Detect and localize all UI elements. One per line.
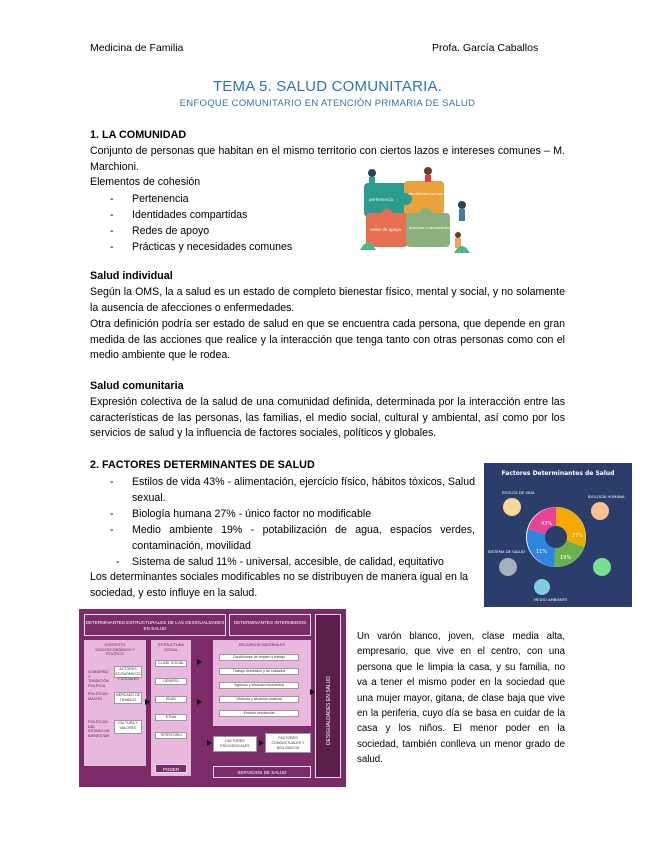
list-item: - Estilos de vida 43% - alimentación, ejercicio físico, hábitos tóxicos, Salud sexual.	[110, 476, 475, 504]
community-definition: Conjunto de personas que habitan en el mismo territorio con ciertos lazos e intereses comunes – M. Marchioni.	[90, 145, 565, 173]
social-determinants-diagram	[79, 609, 346, 787]
material-resources-panel	[213, 640, 311, 726]
factor-label: BIOLOGÍA HUMANA	[588, 494, 625, 499]
individual-health-heading: Salud individual	[90, 270, 173, 282]
factor-label: MEDIO AMBIENTE	[534, 597, 568, 602]
cohesion-label: Elementos de cohesión	[90, 176, 201, 188]
resource-item: Condiciones de empleo y trabajo	[219, 654, 299, 661]
pct-label: 43%	[541, 521, 553, 527]
psychosocial-factors: FACTORES PSICOSOCIALES	[213, 736, 257, 752]
community-health-heading: Salud comunitaria	[90, 380, 184, 392]
factor-label: SISTEMA DE SALUD	[488, 549, 525, 554]
context-item: MERCADO DE TRABAJO	[115, 693, 141, 702]
list-item: - Redes de apoyo	[110, 225, 210, 237]
pct-label: 19%	[560, 555, 572, 561]
header-left: Medicina de Familia	[90, 42, 184, 54]
behavioural-factors: FACTORES CONDUCTUALES Y BIOLÓGICOS	[265, 733, 311, 753]
structure-item: GÉNERO	[155, 678, 187, 685]
section-1-heading: 1. LA COMUNIDAD	[90, 129, 187, 141]
puzzle-label: redes de apoyo	[370, 227, 401, 232]
section-2-heading: 2. FACTORES DETERMINANTES DE SALUD	[90, 459, 315, 471]
arrow-icon	[259, 740, 264, 746]
structural-determinants-title: DETERMINANTES ESTRUCTURALES DE LAS DESIGUALDADES EN SALUD	[84, 614, 226, 636]
page-subtitle: ENFOQUE COMUNITARIO EN ATENCIÓN PRIMARIA DE SALUD	[179, 98, 476, 109]
cohesion-list	[110, 191, 292, 255]
structure-title: ESTRUCTURA SOCIAL	[158, 643, 184, 652]
determinants-closing: Los determinantes sociales modificables no se distribuyen de manera igual en la sociedad, y esto influye en la salud.	[90, 571, 469, 599]
list-item: - Identidades compartidas	[110, 209, 248, 221]
list-item: - Pertenencia	[110, 193, 189, 205]
puzzle-label: prácticas y necesidades comunes	[409, 226, 467, 230]
community-puzzle-illustration	[358, 165, 476, 255]
structure-item: ETNIA	[155, 714, 187, 721]
resource-item: Trabajo doméstico y de cuidados	[219, 668, 299, 675]
individual-health-p2: Otra definición podría ser estado de salud en que se encuentra cada persona, que depende en gran medida de las acciones que realice y la interacción que tenga tanto con otras personas como con el medio ambiente que le rodea.	[90, 318, 565, 361]
arrow-icon	[145, 699, 150, 705]
factor-label: ESTILOS DE VIDA	[502, 490, 535, 495]
puzzle-label: pertenencia	[369, 197, 393, 202]
context-item: GOBIERNO Y TRADICIÓN POLÍTICA	[88, 670, 109, 688]
puzzle-label: identidades compartidas	[408, 192, 453, 196]
list-item: - Biología humana 27% - único factor no modificable	[110, 508, 372, 520]
structure-item: TERRITORIO	[155, 732, 187, 739]
determinants-list	[110, 474, 475, 570]
context-item: POLÍTICAS DEL ESTADO DE BIENESTAR	[88, 720, 110, 738]
determinants-infographic	[484, 463, 632, 607]
context-item: ACTORES ECONÓMICOS Y SOCIALES	[115, 667, 141, 681]
individual-health-p1: Según la OMS, la a salud es un estado de completo bienestar físico, mental y social, y no solamente la ausencia de afecciones o enfermedades.	[90, 286, 565, 314]
intermediate-determinants-title: DETERMINANTES INTERMEDIOS	[229, 614, 311, 636]
list-item: - Sistema de salud 11% - universal, accesible, de calidad, equitativo	[116, 556, 444, 568]
resource-item: Ingresos y situación económica	[219, 682, 299, 689]
health-services: SERVICIOS DE SALUD	[213, 766, 311, 778]
example-paragraph: Un varón blanco, joven, clase media alta, empresario, que vive en el centro, con una persona que le limpia la casa, y su familia, no va a tener el mismo poder en la sociedad que una mujer mayor, gitana, de clase baja que vive en la periferia, cuyo día se basa en cuidar de la casa y los niños. El menor poder en la sociedad, también conlleva un menor grado de salud.	[357, 631, 565, 766]
context-panel	[84, 640, 146, 766]
community-health-text: Expresión colectiva de la salud de una comunidad definida, determinada por la interacción entre las características de las personas, las familias, el medio social, cultural y ambiental, así como por los servicios de salud y la influencia de factores sociales, políticos y globales.	[90, 396, 565, 439]
arrow-icon	[310, 689, 315, 695]
social-structure-panel	[151, 640, 191, 776]
resource-item: Vivienda y situación material	[219, 696, 299, 703]
pct-label: 27%	[572, 533, 584, 539]
health-inequalities-label: DESIGUALDADES EN SALUD	[326, 676, 332, 745]
context-item: POLÍTICAS MACRO	[88, 692, 108, 701]
health-inequalities-box	[315, 614, 341, 778]
arrow-icon	[207, 740, 212, 746]
page-title: TEMA 5. SALUD COMUNITARIA.	[212, 78, 443, 95]
arrow-icon	[197, 699, 202, 705]
pct-label: 11%	[536, 549, 548, 555]
header-right: Profa. García Caballos	[432, 42, 539, 54]
material-resources-title: RECURSOS MATERIALES	[238, 643, 286, 647]
infographic-title: Factores Determinantes de Salud	[501, 470, 615, 477]
list-item: - Medio ambiente 19% - potabilización de agua, espacios verdes, contaminación, movilidad	[110, 524, 475, 552]
power-label: PODER	[155, 764, 187, 773]
resource-item: Entorno residencial	[219, 710, 299, 717]
structure-item: EDAD	[155, 696, 187, 703]
context-item: CULTURA Y VALORES	[114, 720, 142, 734]
list-item: - Prácticas y necesidades comunes	[110, 241, 293, 253]
structure-item: CLASE SOCIAL	[155, 660, 187, 667]
arrow-icon	[197, 659, 202, 665]
context-title: CONTEXTO SOCIOECONÓMICO Y POLÍTICO	[95, 643, 135, 657]
